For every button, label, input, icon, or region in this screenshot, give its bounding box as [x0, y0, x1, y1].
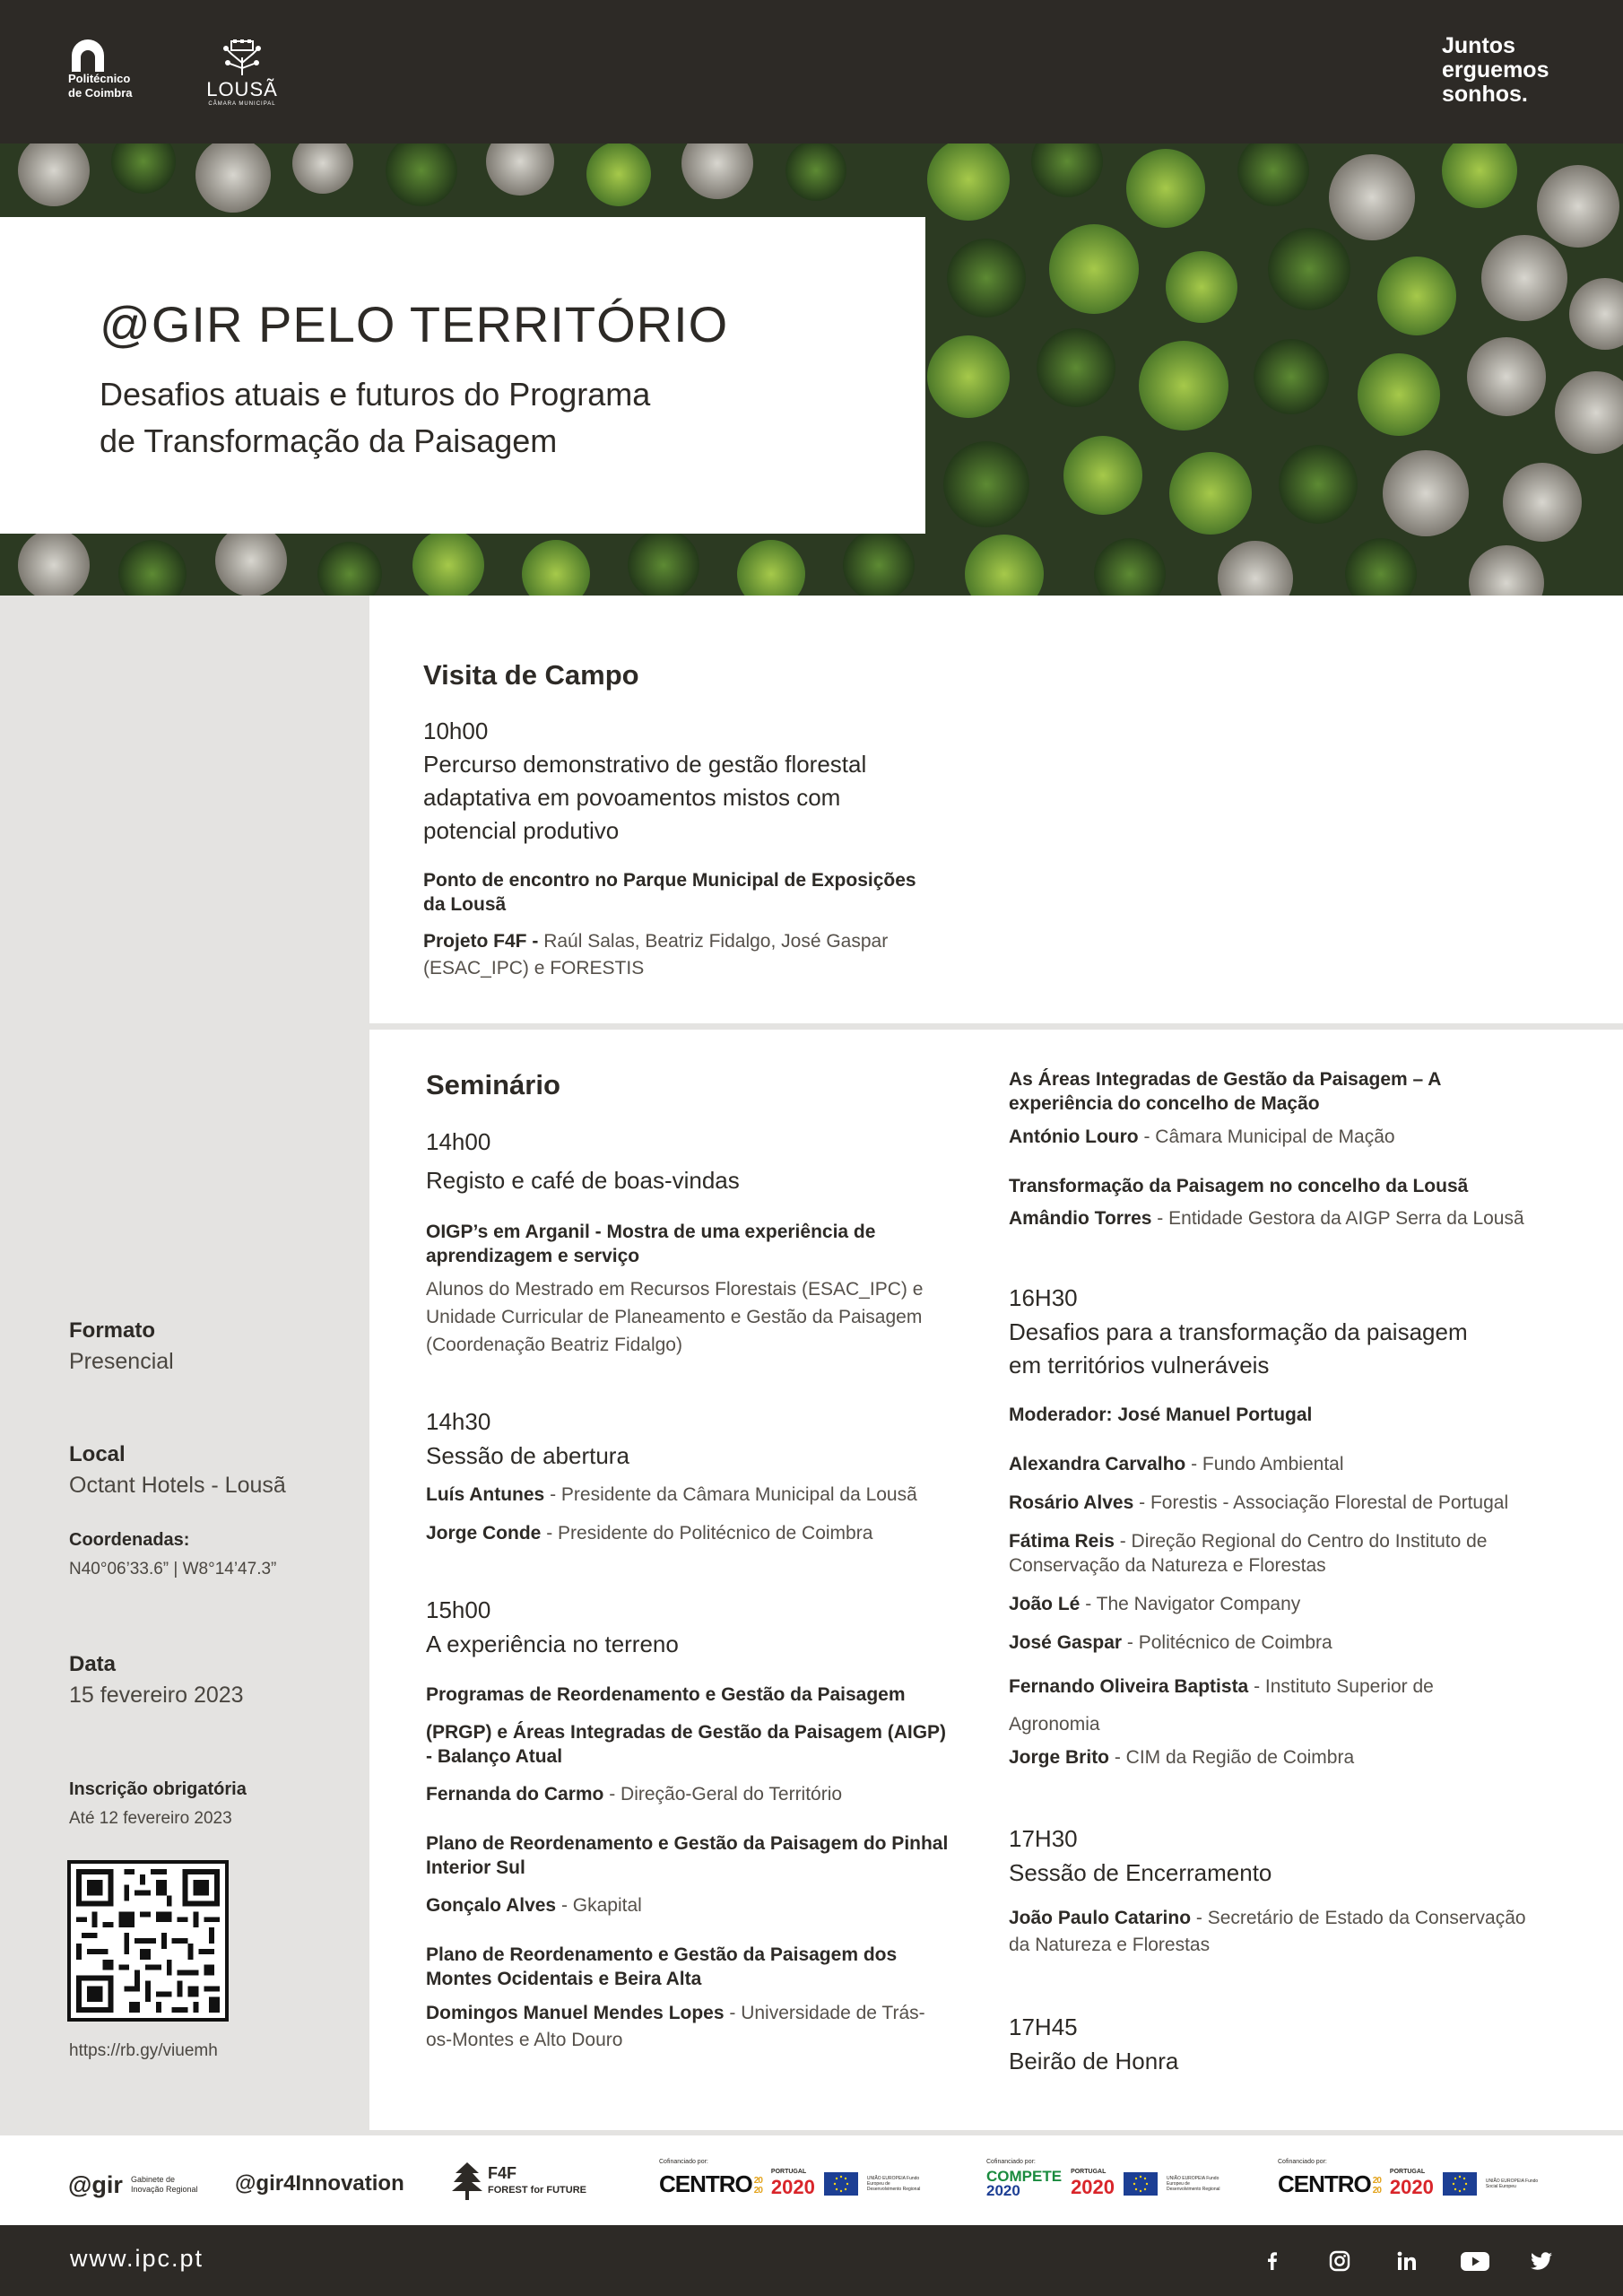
slogan-line: Juntos	[1442, 33, 1515, 58]
f4f-subtitle: FOREST for FUTURE	[488, 2185, 586, 2196]
s6-title: Beirão de Honra	[1009, 2048, 1179, 2074]
speaker-role: - Universidade de Trás-	[724, 2003, 925, 2023]
project-people: (ESAC_IPC) e FORESTIS	[423, 958, 645, 978]
speaker-role: - Presidente da Câmara Municipal da Lousã	[544, 1484, 917, 1505]
s4-title-line: Desafios para a transformação da paisagem	[1009, 1318, 1468, 1345]
cofinanced-label: Cofinanciado por:	[1278, 2159, 1327, 2165]
arch-icon	[70, 39, 106, 72]
panel-name: João Lé	[1009, 1594, 1081, 1614]
centro-text: CENTRO	[1278, 2170, 1371, 2197]
eu-stars-icon	[1443, 2172, 1477, 2196]
moderator-label: Moderador:	[1009, 1405, 1113, 1425]
portugal2020-logo	[771, 2169, 815, 2199]
s3-speaker	[426, 2000, 925, 2054]
portugal2020-logo	[1390, 2169, 1434, 2199]
panel-role: - Direção Regional do Centro do Instituto de	[1114, 1531, 1488, 1552]
eu-fund-text: UNIÃO EUROPEIA Fundo Social Europeu	[1485, 2179, 1539, 2189]
centro2020-logo	[1278, 2170, 1381, 2198]
facebook-icon[interactable]	[1260, 2248, 1285, 2274]
coordenadas-value: N40°06’33.6” | W8°14’47.3”	[69, 1560, 277, 1578]
panel-name: Fátima Reis	[1009, 1531, 1115, 1552]
panel-role: Agronomia	[1009, 1714, 1100, 1735]
visita-desc-line: potencial produtivo	[423, 817, 620, 844]
panel-member	[1009, 1490, 1508, 1517]
project-people: Raúl Salas, Beatriz Fidalgo, José Gaspar	[543, 931, 889, 952]
inscricao-block	[69, 1779, 247, 1829]
portugal-label: PORTUGAL	[1389, 2169, 1426, 2175]
r-topic	[1009, 1067, 1441, 1116]
panel-name: Rosário Alves	[1009, 1492, 1134, 1513]
c2020-b: 20	[753, 2185, 762, 2196]
funding-group-centro-fse	[1278, 2159, 1540, 2199]
panel-name: José Gaspar	[1009, 1632, 1123, 1653]
s6-time: 17H45	[1009, 2013, 1078, 2040]
panel-member	[1009, 1668, 1434, 1744]
speaker-name: Luís Antunes	[426, 1484, 545, 1505]
c2020-a: 20	[753, 2175, 762, 2186]
centro-2020-mark	[754, 2176, 762, 2196]
s1-time: 14h00	[426, 1128, 491, 1155]
instagram-icon[interactable]	[1327, 2248, 1352, 2274]
compete-text: COMPETE	[986, 2168, 1063, 2185]
panel-member	[1009, 1591, 1300, 1618]
speaker-name: Jorge Conde	[426, 1523, 542, 1544]
moderator-name: José Manuel Portugal	[1112, 1405, 1313, 1425]
r-topic-line: As Áreas Integradas de Gestão da Paisagem – A	[1009, 1069, 1442, 1090]
panel-role: - Fundo Ambiental	[1185, 1454, 1344, 1474]
local-label: Local	[69, 1442, 126, 1466]
pt2020-number: 2020	[1389, 2176, 1434, 2198]
s3-topic-line: Montes Ocidentais e Beira Alta	[426, 1969, 702, 1989]
s3-topic-line: Interior Sul	[426, 1857, 525, 1878]
c2020-a: 20	[1372, 2175, 1381, 2186]
data-label: Data	[69, 1652, 117, 1676]
centro-2020-mark	[1373, 2176, 1381, 2196]
centro-text: CENTRO	[659, 2170, 752, 2197]
lousa-logo[interactable]	[204, 39, 280, 107]
s5-title: Sessão de Encerramento	[1009, 1859, 1272, 1886]
speaker-name: Amândio Torres	[1009, 1208, 1152, 1229]
local-value: Octant Hotels - Lousã	[69, 1473, 286, 1498]
linkedin-icon[interactable]	[1394, 2248, 1419, 2274]
eu-stars-icon	[1124, 2172, 1158, 2196]
s1-desc-line: Alunos do Mestrado em Recursos Florestais (ESAC_IPC) e	[426, 1279, 924, 1300]
subtitle-line: de Transformação da Paisagem	[100, 422, 558, 459]
speaker-role: - Gkapital	[556, 1895, 642, 1916]
r-speaker	[1009, 1124, 1395, 1151]
visita-desc-line: adaptativa em povoamentos mistos com	[423, 784, 841, 811]
speaker-role: - Câmara Municipal de Mação	[1138, 1126, 1395, 1147]
page-title: @GIR PELO TERRITÓRIO	[100, 296, 729, 352]
s2-speaker	[426, 1520, 872, 1547]
s1-highlight	[426, 1220, 875, 1268]
s2-title: Sessão de abertura	[426, 1442, 629, 1469]
slogan-line: sonhos.	[1442, 82, 1528, 107]
panel-role: - The Navigator Company	[1080, 1594, 1301, 1614]
speaker-role: - Entidade Gestora da AIGP Serra da Lousã	[1151, 1208, 1524, 1229]
visita-project	[423, 928, 888, 982]
panel-name: Alexandra Carvalho	[1009, 1454, 1186, 1474]
panel-role: - CIM da Região de Coimbra	[1109, 1747, 1355, 1768]
s3-topic-line: Plano de Reordenamento e Gestão da Paisagem dos	[426, 1944, 898, 1965]
formato-block	[69, 1318, 174, 1375]
panel-name: Fernando Oliveira Baptista	[1009, 1676, 1249, 1697]
slogan-line: erguemos	[1442, 57, 1549, 83]
s5-speaker	[1009, 1905, 1526, 1959]
panel-member	[1009, 1744, 1354, 1771]
speaker-role: da Natureza e Florestas	[1009, 1935, 1211, 1955]
speaker-name: Domingos Manuel Mendes Lopes	[426, 2003, 725, 2023]
speaker-name: Fernanda do Carmo	[426, 1784, 604, 1805]
s3-topic: Programas de Reordenamento e Gestão da Paisagem	[426, 1684, 906, 1705]
seminario-title: Seminário	[426, 1069, 560, 1100]
slogan	[1442, 34, 1549, 107]
speaker-role: - Direção-Geral do Território	[603, 1784, 843, 1805]
formato-value: Presencial	[69, 1349, 174, 1374]
gir4innovation-logo[interactable]: @gir4Innovation	[235, 2171, 404, 2196]
portugal2020-logo	[1071, 2169, 1115, 2199]
visita-title: Visita de Campo	[423, 659, 639, 691]
data-value: 15 fevereiro 2023	[69, 1683, 244, 1708]
project-label: Projeto F4F -	[423, 931, 544, 952]
local-block	[69, 1442, 286, 1499]
funding-group-centro	[659, 2159, 921, 2199]
tree-icon	[452, 2162, 482, 2200]
gir-sub-line: Gabinete de	[131, 2175, 176, 2184]
panel-role: - Instituto Superior de	[1248, 1676, 1434, 1697]
formato-label: Formato	[69, 1318, 155, 1343]
coordenadas-label: Coordenadas:	[69, 1530, 190, 1550]
compete-2020: 2020	[986, 2182, 1020, 2199]
youtube-icon[interactable]	[1460, 2248, 1490, 2274]
pt2020-number: 2020	[1071, 2176, 1115, 2198]
logo-ipc-line2: de Coimbra	[68, 86, 133, 100]
hero-title-card	[0, 217, 925, 534]
s3-topic	[426, 1831, 948, 1880]
speaker-role: - Presidente do Politécnico de Coimbra	[541, 1523, 873, 1544]
panel-member	[1009, 1630, 1332, 1657]
s1-description	[426, 1275, 923, 1359]
eu-flag-icon	[824, 2172, 858, 2196]
portugal-label: PORTUGAL	[1071, 2169, 1107, 2175]
panel-member	[1009, 1528, 1487, 1577]
s2-time: 14h30	[426, 1408, 491, 1435]
compete2020-logo	[986, 2170, 1062, 2198]
partner-logos	[0, 2135, 1623, 2225]
s3-topic-line: (PRGP) e Áreas Integradas de Gestão da Paisagem (AIGP)	[426, 1722, 947, 1743]
r-topic: Transformação da Paisagem no concelho da Lousã	[1009, 1176, 1469, 1196]
s5-time: 17H30	[1009, 1825, 1078, 1852]
coordenadas-block	[69, 1530, 276, 1579]
eu-flag-icon	[1124, 2172, 1158, 2196]
s1-highlight-line: OIGP’s em Arganil - Mostra de uma experiência de	[426, 1222, 876, 1242]
panel-member	[1009, 1451, 1344, 1478]
registration-link[interactable]: https://rb.gy/viuemh	[69, 2041, 218, 2060]
f4f-logo[interactable]	[452, 2162, 586, 2205]
panel-role: Conservação da Natureza e Florestas	[1009, 1555, 1326, 1576]
twitter-icon[interactable]	[1529, 2248, 1554, 2274]
qr-code[interactable]	[67, 1860, 229, 2022]
visita-time: 10h00	[423, 718, 489, 744]
page-subtitle	[100, 371, 817, 465]
s1-desc-line: (Coordenação Beatriz Fidalgo)	[426, 1335, 682, 1355]
cofinanced-label: Cofinanciado por:	[659, 2159, 708, 2165]
speaker-role: os-Montes e Alto Douro	[426, 2030, 623, 2050]
qr-code-image	[71, 1864, 225, 2018]
gir-sub-line: Inovação Regional	[131, 2185, 198, 2194]
s1-desc-line: Unidade Curricular de Planeamento e Gestão da Paisagem	[426, 1307, 923, 1327]
speaker-role: - Secretário de Estado da Conservação	[1191, 1908, 1526, 1928]
s1-highlight-line: aprendizagem e serviço	[426, 1246, 640, 1266]
speaker-name: Gonçalo Alves	[426, 1895, 557, 1916]
eu-fund-text: UNIÃO EUROPEIA Fundo Europeu de Desenvolvimento Regional	[866, 2176, 921, 2192]
eu-flag-icon	[1443, 2172, 1477, 2196]
panel-role: - Forestis - Associação Florestal de Portugal	[1133, 1492, 1509, 1513]
s4-title	[1009, 1316, 1468, 1382]
data-block	[69, 1652, 244, 1709]
tree-crest-icon	[215, 39, 269, 77]
panel-role: - Politécnico de Coimbra	[1122, 1632, 1332, 1653]
eu-fund-text: UNIÃO EUROPEIA Fundo Europeu de Desenvolvimento Regional	[1167, 2176, 1220, 2192]
r-speaker	[1009, 1205, 1524, 1232]
politecnico-coimbra-logo[interactable]	[68, 39, 133, 100]
cofinanced-label: Cofinanciado por:	[986, 2159, 1036, 2165]
inscricao-label: Inscrição obrigatória	[69, 1779, 247, 1799]
footer-bar	[0, 2225, 1623, 2296]
r-topic-line: experiência do concelho de Mação	[1009, 1093, 1320, 1114]
logo-lousa-sub: CÂMARA MUNICIPAL	[208, 101, 276, 107]
portugal-label: PORTUGAL	[770, 2169, 807, 2175]
visita-desc-line: Percurso demonstrativo de gestão florestal	[423, 751, 867, 778]
meeting-line: Ponto de encontro no Parque Municipal de Exposições	[423, 870, 916, 891]
s4-title-line: em territórios vulneráveis	[1009, 1352, 1270, 1378]
gir-logo[interactable]: @gir	[68, 2171, 123, 2198]
hero-banner	[0, 144, 1623, 596]
s3-topic	[426, 1943, 897, 1991]
speaker-name: João Paulo Catarino	[1009, 1908, 1192, 1928]
s3-topic	[426, 1720, 946, 1769]
moderator	[1009, 1402, 1312, 1429]
panel-name: Jorge Brito	[1009, 1747, 1110, 1768]
logo-ipc-line1: Politécnico	[68, 72, 131, 85]
speaker-name: António Louro	[1009, 1126, 1139, 1147]
pt2020-number: 2020	[770, 2176, 815, 2198]
logo-lousa-name: LOUSÃ	[206, 78, 278, 100]
s3-topic-line: Plano de Reordenamento e Gestão da Paisagem do Pinhal	[426, 1833, 949, 1854]
top-bar	[0, 0, 1623, 144]
centro2020-logo	[659, 2170, 762, 2198]
s2-speaker	[426, 1482, 917, 1509]
f4f-title: F4F	[488, 2164, 517, 2182]
section-divider	[369, 1023, 1623, 1030]
visita-description	[423, 748, 866, 848]
subtitle-line: Desafios atuais e futuros do Programa	[100, 376, 651, 413]
s1-title: Registo e café de boas-vindas	[426, 1167, 740, 1194]
c2020-b: 20	[1372, 2185, 1381, 2196]
s3-title: A experiência no terreno	[426, 1631, 679, 1657]
website-link[interactable]: www.ipc.pt	[70, 2245, 204, 2272]
s3-time: 15h00	[426, 1596, 491, 1623]
meeting-line: da Lousã	[423, 894, 507, 915]
s4-time: 16H30	[1009, 1284, 1078, 1311]
visita-meeting-point	[423, 868, 916, 917]
eu-stars-icon	[824, 2172, 858, 2196]
s3-speaker	[426, 1892, 642, 1919]
s3-speaker	[426, 1781, 842, 1808]
funding-group-compete	[986, 2159, 1220, 2199]
gir-logo-subtitle	[131, 2175, 198, 2195]
s3-topic-line: - Balanço Atual	[426, 1746, 563, 1767]
inscricao-value: Até 12 fevereiro 2023	[69, 1809, 232, 1828]
